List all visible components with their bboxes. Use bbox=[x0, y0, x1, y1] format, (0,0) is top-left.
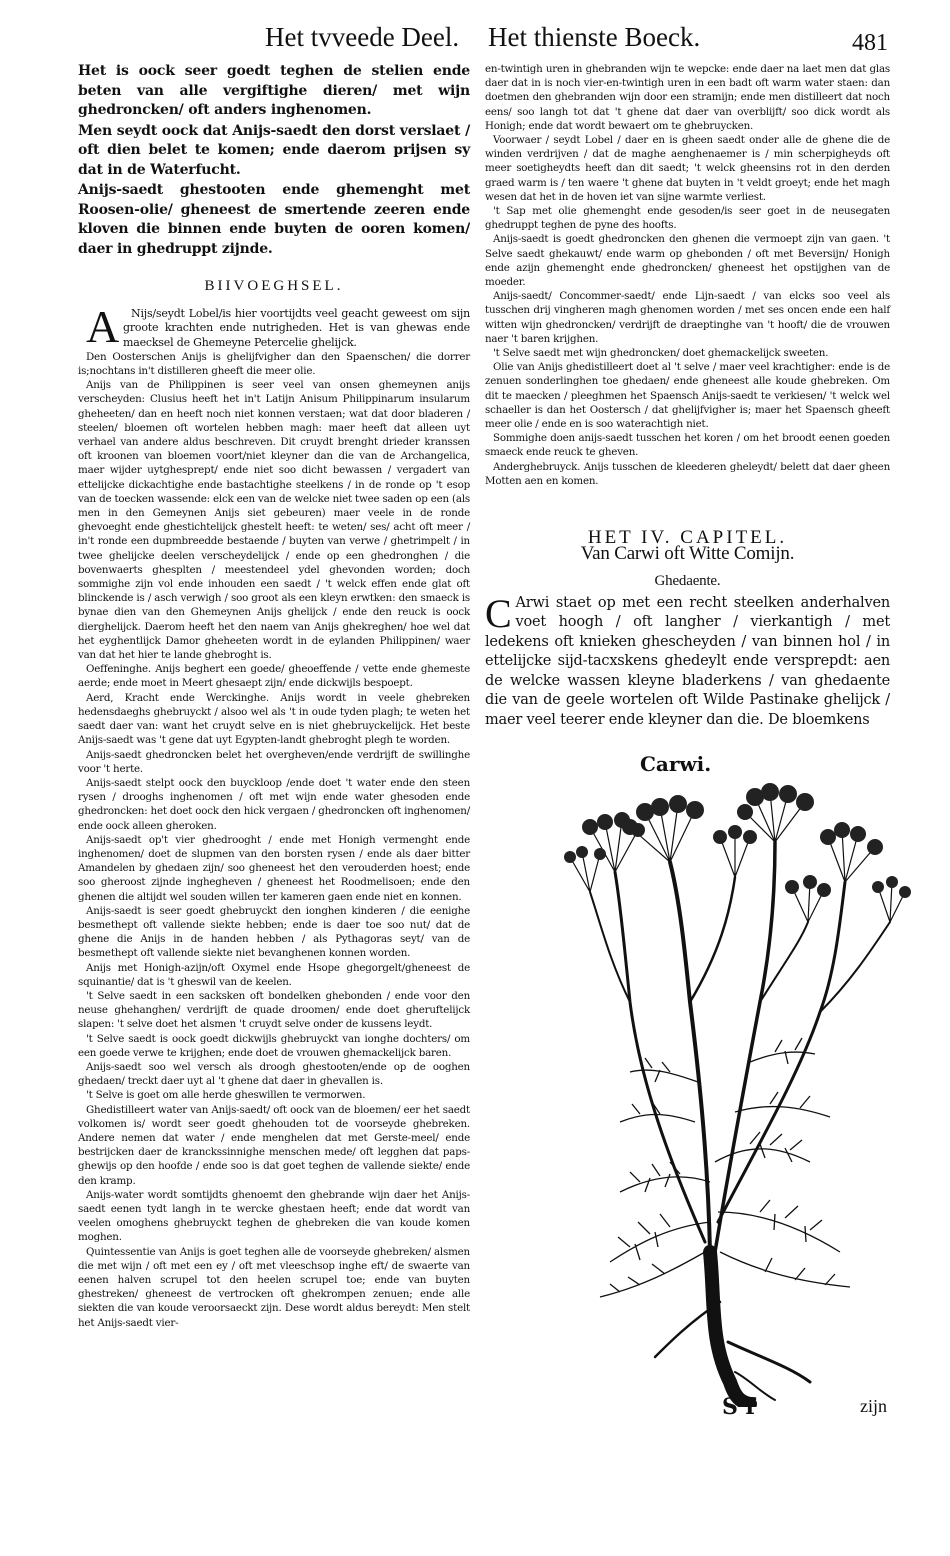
paragraph: Anijs-saedt soo wel versch als droogh ghestooten/ende op de ooghen ghedaen/ treckt daer uyt al 't ghene dat daer in ghevallen is. bbox=[78, 1060, 470, 1088]
paragraph: en-twintigh uren in ghebranden wijn te wepcke: ende daer na laet men dat glas daer dat in is noch vier-en-twintigh uren in een badt oft warm water staen: dan doetmen den ghebranden wijn door een stramijn; ende men distilleert dat noch eens/ soo langh tot dat 't ghene dat daer van overblijft/ soo dick wordt als Honigh; ende dat wordt bewaert om te ghebruycken. bbox=[485, 63, 890, 132]
section-title: BIIVOEGHSEL. bbox=[204, 278, 344, 294]
paragraph bbox=[78, 301, 470, 353]
paragraph: Anijs-saedt stelpt oock den buyckloop /ende doet 't water ende den steen rysen / drooghs inghenomen / oft met wijn ende water ghesoden ende ghedroncken: het doet oock den hick vergaen / ghedroncken oft inghenomen/ ende oock alleen gheroken. bbox=[78, 776, 470, 832]
chapter-body bbox=[485, 590, 890, 731]
paragraph: Anijs-saedt/ Concommer-saedt/ ende Lijn-saedt / van elcks soo veel als tusschen drij vingheren magh ghenomen worden / met ses oncen ende een half witten wijn ghedroncken/ verdrijft de draeptinghe van 't hooft/ die de vrouwen naer 't baren krijghen. bbox=[485, 290, 890, 345]
paragraph: Anijs-saedt is seer goedt ghebruyckt den ionghen kinderen / die eenighe besmethept oft vallende siekte hebben; ende is daer toe soo nut/ dat de ghene die Anijs in de handen hebben / als Pythagoras seyt/ van de besmethept oft vallende siekte niet bevanghenen konnen worden. bbox=[78, 904, 470, 960]
subheading: Ghedaente. bbox=[654, 572, 721, 589]
taproot bbox=[710, 1252, 750, 1404]
left-column bbox=[78, 62, 470, 1330]
intro-paragraph: Het is oock seer goedt teghen de stelien ende beten van alle vergiftighe dieren/ met wijn ghedroncken/ oft anders inghenomen. bbox=[78, 63, 470, 118]
right-column bbox=[485, 62, 890, 730]
paragraph: Quintessentie van Anijs is goet teghen alle de voorseyde ghebreken/ alsmen die met wijn / oft met een ey / oft met vleeschsop inghe eft/ de swaerte van eenen halven scrupel tot den heelen scrupel toe; ende van buyten ghestreken/ gheneest de vertrocken oft ghekrompen zenuen; ende alle siekten die van koude veroorsaeckt zijn. Dese wordt aldus bereydt: Men stelt het Anijs-saedt vier- bbox=[78, 1245, 470, 1329]
main-stem bbox=[670, 862, 710, 1252]
paragraph: Ghedistilleert water van Anijs-saedt/ oft oock van de bloemen/ eer het saedt volkomen is/ wordt seer goedt ghehouden tot de voorseyde ghebreken. Andere nemen dat water / ende menghelen dat met Gerste-meel/ ende bestrijcken daer de kranckssinnighe menschen mede/ oft legghen dat paps-ghewijs op den hoofde / ende soo is dat goet teghen de vallende siekte/ ende den kramp. bbox=[78, 1103, 470, 1187]
intro-paragraph: Anijs-saedt ghestooten ende ghemenght met Roosen-olie/ gheneest de smertende zeeren ende kloven die binnen ende buyten de ooren komen/ daer in ghedruppt zijnde. bbox=[78, 182, 470, 257]
dropcap-letter: A bbox=[86, 301, 120, 353]
paragraph: 't Selve saedt met wijn ghedroncken/ doet ghemackelijck sweeten. bbox=[493, 347, 829, 360]
page-number: 481 bbox=[852, 30, 888, 56]
paragraph: Olie van Anijs ghedistilleert doet al 't selve / maer veel krachtigher: ende is de zenuen sonderlinghen toe ghedaen/ ende gheneest alle koude ghebreken. Om dit te maecken / pleeghmen het Spaensch Anijs-saedt te verkiesen/ 't welck wel schaeller is dan het Oostersch / dat ghelijfvigher is; maer het Spaensch gheeft meer olie / ende en is soo waterachtigh niet. bbox=[485, 361, 890, 431]
running-header-right: Het thienste Boeck. bbox=[488, 22, 701, 52]
chapter-subtitle: Van Carwi oft Witte Comijn. bbox=[580, 543, 795, 565]
chapter-body-text: Arwi staet op met een recht steelken anderhalven voet hoogh / oft langher / vierkantigh / met ledekens oft knieken ghescheyden / van binnen hol / in ettelijcke sijd-tacxskens ghedeylt ende versprepdt: aen de welcke wassen kleyne bladerkens / van ghedaente die van de geele wortelen oft Wilde Pastinake ghelijck / maer veel teerer ende kleyner dan die. De bloemkens bbox=[485, 594, 890, 728]
stem-left bbox=[615, 872, 705, 1242]
paragraph: 't Selve is goet om alle herde gheswillen te vermorwen. bbox=[86, 1089, 366, 1102]
paragraph: Anijs-water wordt somtijdts ghenoemt den ghebrande wijn daer het Anijs-saedt eenen tydt langh in te wercke ghestaen heeft; ende dat wordt van veelen omoghens ghebruyckt teghen de ghebreken die van koude komen moghen. bbox=[78, 1188, 470, 1244]
stem-right bbox=[715, 842, 775, 1252]
paragraph: Den Oosterschen Anijs is ghelijfvigher dan den Spaenschen/ die dorrer is;nochtans in't distilleren gheeft die meer olie. bbox=[78, 350, 470, 378]
paragraph: Anijs van de Philippinen is seer veel van onsen ghemeynen anijs verscheyden: Clusius heeft het in't Latijn Anisum Philippinarum insularum gheheeten/ dan en heeft noch niet konnen verstaen; wat dat door bladeren / steelen/ bloemen oft wortelen hebben magh: maer heeft dat alleen uyt verhael van andere aldus beschreven. Dit cruydt brenght drieder kranssen oft kroonen van bloemen voort/niet kleyner dan die van de Archangelica, maer wijder uytghesprept/ ende niet soo dicht bewassen / vergadert van ettelijcke dickachtighe ende bastachtighe steelkens / in de ronde op 't esop van de toecken wassende: elck een van de welcke niet twee saden op een (als men in den Gemeynen Anijs siet gebeuren) maer veele in de ronde ghevoeght ende ghestichtelijck ghestelt heeft: te weten/ ses/ acht oft meer / in't ronde een dupmbreedde bestaende / buyten van verwe / ghetrimpelt / in twee ghelijcke deelen verscheydelijck / ende op een ghedronghen / die bovenwaerts ghesplten / meestendeel ydel ghevonden worden; doch sommighe zijn vol ende inhouden een saedt / 't welck effen ende glat oft blinckende is / asch verwigh / soo groot als een kleyn erwtken: den smaeck is bynae dien van den Ghemeynen Anijs ghelijck / ende den reuck is oock dierghelijck. Daerom heeft het den naem van Anijs ghekreghen/ hoe wel dat het eyghentlijck Damor gheheeten wordt in de eylanden Philippinen/ waer van dat het hier te lande ghebroght is. bbox=[78, 379, 470, 662]
paragraph: Aerd, Kracht ende Werckinghe. Anijs wordt in veele ghebreken hedensdaeghs ghebruyckt / alsoo wel als 't in oude tyden plagh; te weten het saedt daer van: want het cruydt selve en is niet ghebruyckelijck. Het beste Anijs-saedt was 't gene dat uyt Egypten-landt ghebroght plegh te worden. bbox=[78, 691, 470, 747]
dropcap-letter: C bbox=[485, 590, 512, 636]
catchword: zijn bbox=[860, 1396, 887, 1416]
paragraph: 't Selve saedt is oock goedt dickwijls ghebruyckt van ionghe dochters/ om een goede verwe te krijghen; ende doet de vrouwen ghemackelijck baren. bbox=[78, 1032, 470, 1059]
intro-paragraph: Men seydt oock dat Anijs-saedt den dorst verslaet / oft dien belet te komen; ende daerom prijsen sy dat in de Waterfucht. bbox=[78, 122, 470, 178]
paragraph: Voorwaer / seydt Lobel / daer en is gheen saedt onder alle de ghene die de winden verdrijven / dat de maghe aenghenaemer is / min scherpigheyds oft meer soetigheydts heeft dan dit saedt; 't welck gheensins rot in den derden graed warm is / ten waere 't ghene dat buyten in 't veldt groeyt; ende het magh wesen dat het in de hoven iet van sijne warmte verliest. bbox=[485, 134, 890, 203]
plant-caption: Carwi. bbox=[640, 752, 712, 776]
left-intro bbox=[78, 62, 470, 259]
stem-far-right bbox=[718, 882, 845, 1222]
paragraph: Oeffeninghe. Anijs beghert een goede/ gheoeffende / vette ende ghemeste aerde; ende moet in Meert ghesaept zijn/ ende dickwijls bespoept. bbox=[78, 663, 470, 690]
paragraph-text: Nijs/seydt Lobel/is hier voortijdts veel geacht geweest om sijn groote krachten ende nutrigheden. Het is van ghewas ende maecksel de Ghemeyne Petercelie ghelijck. bbox=[123, 307, 470, 349]
paragraph: Anijs-saedt is goedt ghedroncken den ghenen die vermoept zijn van gaen. 't Selve saedt ghekauwt/ ende warm op ghebonden / oft met Beversijn/ Honigh ende azijn ghemenght ende ghedroncken/ gheneest het opstijghen van de moeder. bbox=[485, 233, 890, 289]
paragraph: Anijs-saedt ghedroncken belet het overgheven/ende verdrijft de swillinghe voor 't herte. bbox=[78, 748, 470, 775]
paragraph: Sommighe doen anijs-saedt tusschen het koren / om het broodt eenen goeden smaeck ende reuck te gheven. bbox=[485, 432, 890, 459]
paragraph: 't Selve saedt in een sacksken oft bondelken ghebonden / ende voor den neuse ghehanghen/ verdrijft de quade droomen/ ende doet gheruftelijck slapen: 't selve doet het alsmen 't cruydt selve onder de kussens leydt. bbox=[78, 989, 470, 1031]
signature-mark: S f bbox=[722, 1394, 756, 1420]
paragraph: Anderghebruyck. Anijs tusschen de kleederen gheleydt/ belett dat daer gheen Motten aen en komen. bbox=[485, 460, 890, 487]
running-header-left: Het tvveede Deel. bbox=[265, 22, 460, 52]
paragraph: 't Sap met olie ghemenght ende gesoden/is seer goet in de neusegaten ghedruppt teghen de pyne des hoofts. bbox=[485, 205, 890, 232]
carwi-woodcut-illustration bbox=[560, 782, 915, 1407]
chapter-title: HET IV. CAPITEL. bbox=[587, 527, 788, 549]
paragraph: Anijs-saedt op't vier ghedrooght / ende met Honigh vermenght ende inghenomen/ doet de slupmen van den borsten rysen / ende als daer bitter Amandelen by ghedaen zijn/ soo gheneest het den verouderden hoest; ende soo gheroost zijnde inghegheven / gheneest het Roodmelisoen; ende den ghenen die altijdt wel souden willen ter kameren gaen ende niet en konnen. bbox=[78, 833, 470, 903]
paragraph: Anijs met Honigh-azijn/oft Oxymel ende Hsope ghegorgelt/gheneest de squinantie/ dat is 't gheswil van de keelen. bbox=[78, 961, 470, 988]
